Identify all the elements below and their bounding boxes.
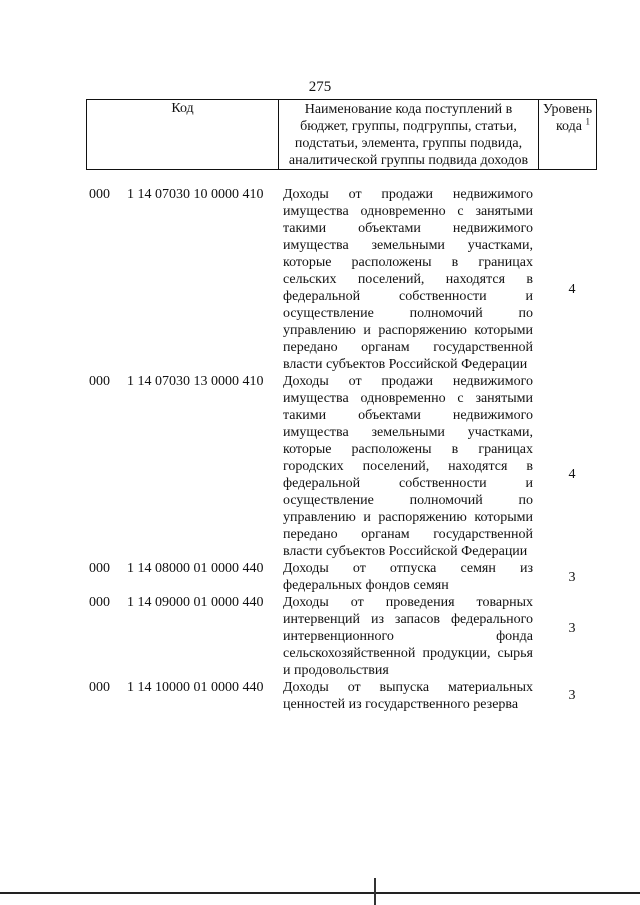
header-name-line: Наименование кода поступлений в xyxy=(304,102,513,117)
admin-code: 000 xyxy=(89,187,110,202)
income-name: Доходы от продажи недвижимого имущества одновременно с занятыми такими объектами недвижимого имущества земельными участками, которые расположены в границах городских поселений, находятся в федеральной собственности и осуществление полномочий по управлению и распоряжению которыми передано органам государственной власти субъектов Российской Федерации xyxy=(283,374,533,559)
admin-code: 000 xyxy=(89,595,110,610)
header-code-cell xyxy=(87,100,279,170)
income-code: 1 14 07030 10 0000 410 xyxy=(127,187,264,202)
header-level-label: Уровень xyxy=(542,102,593,117)
header-name-line: аналитической группы подвида доходов xyxy=(288,153,529,168)
income-name: Доходы от выпуска материальных ценностей из государственного резерва xyxy=(283,680,533,712)
level-value: 4 xyxy=(568,282,576,297)
income-name: Доходы от проведения товарных интервенций из запасов федерального интервенционного фонда сельскохозяйственной продукции, сырья и продовольствия xyxy=(283,595,533,678)
page-number: 275 xyxy=(308,79,332,95)
scan-bottom-edge xyxy=(0,892,640,894)
admin-code: 000 xyxy=(89,561,110,576)
table-header xyxy=(86,99,597,170)
income-code-list xyxy=(0,186,640,713)
income-code: 1 14 09000 01 0000 440 xyxy=(127,595,264,610)
scan-fold-mark xyxy=(374,878,376,905)
income-name: Доходы от продажи недвижимого имущества одновременно с занятыми такими объектами недвижимого имущества земельными участками, которые расположены в границах сельских поселений, находятся в федеральной собственности и осуществление полномочий по управлению и распоряжению которыми передано органам государственной власти субъектов Российской Федерации xyxy=(283,187,533,372)
footnote-marker: 1 xyxy=(585,116,590,127)
table-row xyxy=(0,679,640,713)
header-name-cell xyxy=(279,100,539,170)
admin-code: 000 xyxy=(89,680,110,695)
level-value: 3 xyxy=(568,688,576,703)
table-row xyxy=(0,186,640,373)
header-code-label: Код xyxy=(171,101,194,116)
table-row xyxy=(0,594,640,679)
header-level-label-2: кода $^1$ xyxy=(555,116,590,134)
income-code: 1 14 07030 13 0000 410 xyxy=(127,374,264,389)
level-value: 4 xyxy=(568,467,576,482)
table-row xyxy=(0,373,640,560)
income-code: 1 14 08000 01 0000 440 xyxy=(127,561,264,576)
income-code: 1 14 10000 01 0000 440 xyxy=(127,680,264,695)
table-row xyxy=(0,560,640,594)
income-name: Доходы от отпуска семян из федеральных фондов семян xyxy=(283,561,533,593)
admin-code: 000 xyxy=(89,374,110,389)
level-value: 3 xyxy=(568,570,576,585)
level-value: 3 xyxy=(568,621,576,636)
header-name-line: бюджет, группы, подгруппы, статьи, xyxy=(300,119,517,134)
header-name-line: подстатьи, элемента, группы подвида, xyxy=(294,136,523,151)
header-level-cell xyxy=(539,100,597,170)
